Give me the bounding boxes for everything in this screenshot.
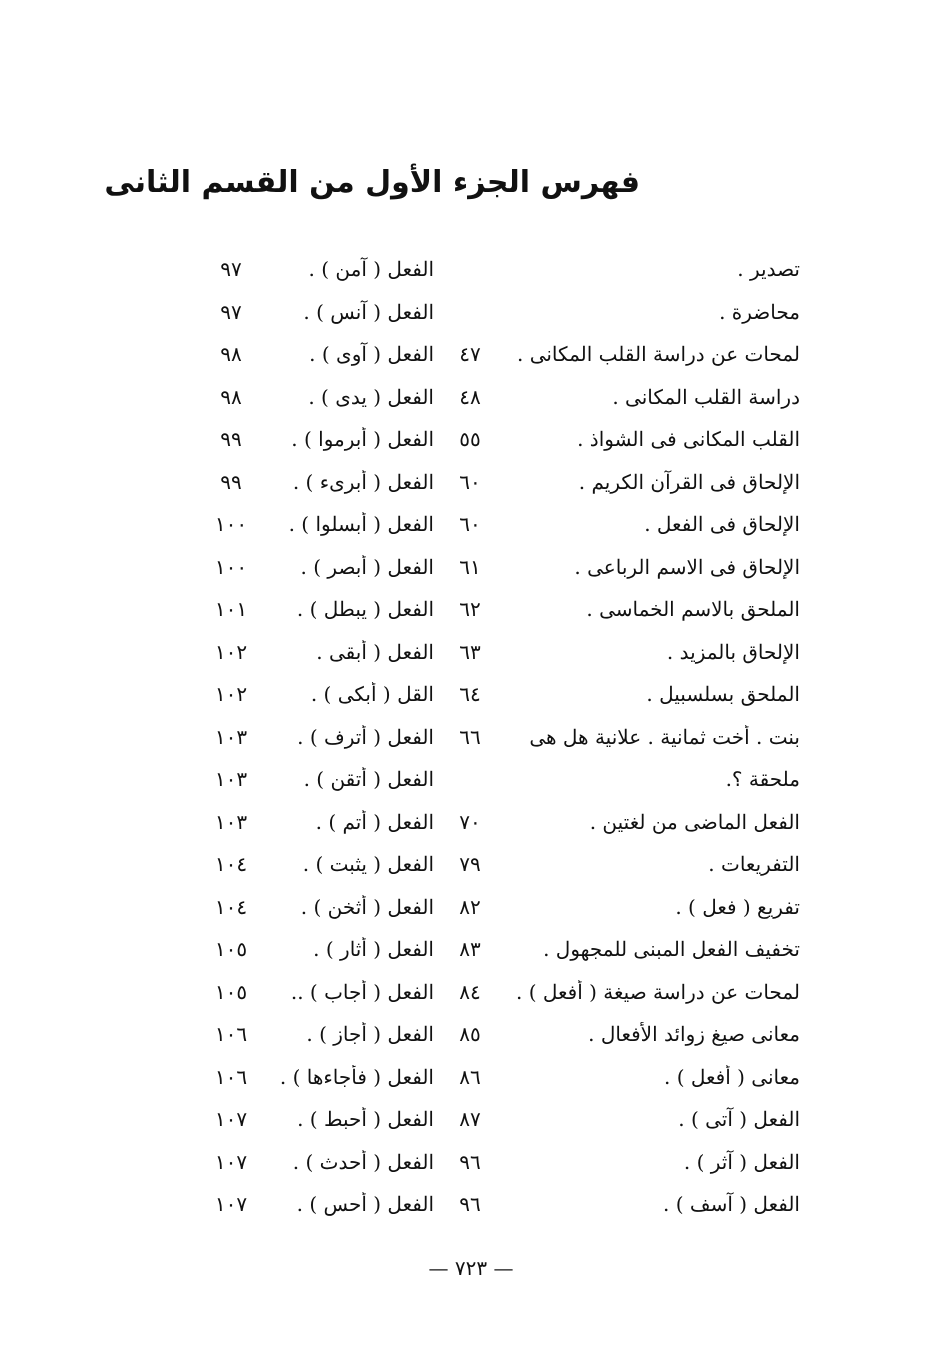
- toc-page-number: ٦٣: [459, 639, 481, 664]
- toc-entry-title: معانى صيغ زوائد الأفعال .: [588, 1022, 800, 1047]
- toc-entry: [200, 1056, 440, 1099]
- toc-entry: [200, 1183, 440, 1226]
- toc-entry-title: الفعل ( أحس ) .: [296, 1192, 434, 1217]
- toc-entry-title: الفعل ( آثر ) .: [683, 1149, 800, 1174]
- toc-entry: [200, 1141, 440, 1184]
- toc-entry: [200, 1013, 440, 1056]
- toc-entry-title: لمحات عن دراسة القلب المكانى .: [516, 342, 800, 367]
- toc-entry: [200, 631, 440, 674]
- toc-entry: [200, 376, 440, 419]
- toc-page-number: ١٠٧: [214, 1107, 248, 1132]
- toc-page-number: ٨٤: [459, 979, 481, 1004]
- toc-page-number: ٩٦: [459, 1192, 481, 1217]
- toc-page-number: ١٠٣: [214, 767, 248, 792]
- toc-entry: [440, 843, 810, 886]
- toc-entry-title: الفعل ( أبرىء ) .: [292, 469, 434, 494]
- toc-page-number: ١٠٣: [214, 724, 248, 749]
- toc-entry-title: الملحق بالاسم الخماسى .: [586, 597, 800, 622]
- toc-entry-title: الفعل ( يبطل ) .: [296, 597, 434, 622]
- toc-entry: [440, 928, 810, 971]
- toc-entry: [200, 716, 440, 759]
- toc-entry-title: الفعل ( أبقى .: [316, 639, 434, 664]
- toc-entry: [440, 716, 810, 759]
- toc-page-number: ٦٢: [459, 597, 481, 622]
- toc-page-number: ٨٥: [459, 1022, 481, 1047]
- toc-entry: [200, 928, 440, 971]
- toc-entry-title: دراسة القلب المكانى .: [612, 384, 800, 409]
- toc-entry-title: الفعل ( أتم ) .: [315, 809, 434, 834]
- toc-entry-title: الفعل ( يثبت ) .: [302, 852, 434, 877]
- toc-entry: [440, 418, 810, 461]
- toc-entry: [200, 461, 440, 504]
- toc-page-number: ٨٦: [459, 1064, 481, 1089]
- toc-entry-title: الفعل ( آمن ) .: [308, 257, 434, 282]
- toc-page-number: ٦٤: [459, 682, 481, 707]
- toc-page-number: ١٠٧: [214, 1149, 248, 1174]
- toc-entry: [200, 503, 440, 546]
- toc-page-number: ١٠٠: [214, 512, 248, 537]
- toc-entry: [440, 1013, 810, 1056]
- toc-page-number: ٩٨: [220, 342, 242, 367]
- toc-entry-title: الإلحاق فى الاسم الرباعى .: [574, 554, 800, 579]
- toc-entry-title: تخفيف الفعل المبنى للمجهول .: [543, 937, 800, 962]
- toc-entry: [200, 1098, 440, 1141]
- toc-entry-title: تفريع ( فعل ) .: [675, 894, 800, 919]
- toc-entry: [440, 1141, 810, 1184]
- toc-column-left: [200, 248, 440, 1226]
- toc-entry: [200, 971, 440, 1014]
- toc-entry-title: الفعل الماضى من لغتين .: [589, 809, 800, 834]
- toc-entry: [440, 631, 810, 674]
- toc-entry-title: القل ( أبكى ) .: [310, 682, 434, 707]
- toc-entry: [440, 376, 810, 419]
- toc-entry-title: تصدير .: [737, 257, 800, 282]
- toc-page-number: ٩٩: [220, 427, 242, 452]
- toc-entry-title: الفعل ( أجاب ) ..: [290, 979, 434, 1004]
- toc-entry-title: التفريعات .: [708, 852, 800, 877]
- toc-entry-title: ملحقة ؟.: [725, 767, 800, 792]
- toc-entry: [440, 801, 810, 844]
- toc-entry: [200, 673, 440, 716]
- toc-page-number: ١٠٤: [214, 852, 248, 877]
- page-title: فهرس الجزء الأول من القسم الثانى: [104, 165, 640, 200]
- toc-entry: [200, 546, 440, 589]
- toc-page-number: ١٠٠: [214, 554, 248, 579]
- toc-entry-title: الإلحاق فى القرآن الكريم .: [578, 469, 800, 494]
- toc-entry-title: الفعل ( أحدث ) .: [292, 1149, 434, 1174]
- toc-page-number: ١٠٤: [214, 894, 248, 919]
- toc-entry: [440, 503, 810, 546]
- toc-entry: [200, 248, 440, 291]
- toc-page-number: ٦٦: [459, 724, 481, 749]
- toc-page-number: ١٠٢: [214, 639, 248, 664]
- toc-page-number: ٦٠: [459, 512, 481, 537]
- toc-page-number: ٦١: [459, 554, 481, 579]
- toc-entry: [200, 291, 440, 334]
- toc-entry-title: بنت . أخت ثمانية . علانية هل هى: [529, 724, 800, 749]
- toc-entry: [440, 333, 810, 376]
- toc-page-number: ٧٠: [459, 809, 481, 834]
- toc-entry: [200, 588, 440, 631]
- toc-entry: [440, 886, 810, 929]
- toc-page-number: ١٠٢: [214, 682, 248, 707]
- toc-page-number: ١٠١: [214, 597, 248, 622]
- toc-entry-title: الفعل ( أثار ) .: [313, 937, 434, 962]
- toc-entry-title: الفعل ( يدى ) .: [308, 384, 434, 409]
- toc-entry-title: الفعل ( أجاز ) .: [306, 1022, 434, 1047]
- toc-page-number: ٨٧: [459, 1107, 481, 1132]
- toc-entry-title: الفعل ( فأجاءها ) .: [279, 1064, 434, 1089]
- toc-entry: [440, 1183, 810, 1226]
- toc-entry: [440, 291, 810, 334]
- toc-page-number: ١٠٧: [214, 1192, 248, 1217]
- toc-page-number: ٥٥: [459, 427, 481, 452]
- toc-page-number: ٧٩: [459, 852, 481, 877]
- toc-entry-title: الإلحاق فى الفعل .: [644, 512, 800, 537]
- toc-entry: [440, 546, 810, 589]
- toc-entry: [440, 758, 810, 801]
- toc-entry-title: الفعل ( أثخن ) .: [300, 894, 434, 919]
- toc-entry-title: الفعل ( أترف ) .: [297, 724, 434, 749]
- toc-entry-title: الفعل ( آتى ) .: [678, 1107, 800, 1132]
- toc-entry: [440, 1098, 810, 1141]
- toc-page-number: ٩٩: [220, 469, 242, 494]
- toc-entry-title: الفعل ( أحبط ) .: [297, 1107, 434, 1132]
- toc-entry: [440, 1056, 810, 1099]
- page-number: — ٧٢٣ —: [428, 1256, 514, 1280]
- toc-page-number: ٦٠: [459, 469, 481, 494]
- toc-entry-title: الفعل ( أبسلوا ) .: [288, 512, 434, 537]
- toc-entry: [440, 248, 810, 291]
- toc-page-number: ٨٣: [459, 937, 481, 962]
- toc-page-number: ١٠٦: [214, 1022, 248, 1047]
- toc-entry: [200, 886, 440, 929]
- toc-entry: [440, 971, 810, 1014]
- toc-entry: [440, 588, 810, 631]
- toc-entry: [200, 801, 440, 844]
- toc-page-number: ٩٨: [220, 384, 242, 409]
- toc-entry-title: معانى ( أفعل ) .: [664, 1064, 800, 1089]
- toc-entry-title: الفعل ( آسف ) .: [663, 1192, 800, 1217]
- toc-column-right: [440, 248, 810, 1226]
- toc-entry-title: لمحات عن دراسة صيغة ( أفعل ) .: [515, 979, 800, 1004]
- toc-page-number: ٩٧: [220, 299, 242, 324]
- toc-entry: [200, 333, 440, 376]
- toc-page-number: ٤٧: [459, 342, 481, 367]
- toc-page-number: ٩٦: [459, 1149, 481, 1174]
- toc-entry-title: الفعل ( أتقن ) .: [303, 767, 434, 792]
- toc-entry: [440, 461, 810, 504]
- toc-entry-title: محاضرة .: [719, 299, 800, 324]
- toc-entry-title: الفعل ( أبصر ) .: [300, 554, 434, 579]
- toc-page-number: ٩٧: [220, 257, 242, 282]
- toc-entry-title: الفعل ( آوى ) .: [309, 342, 434, 367]
- toc-entry-title: الإلحاق بالمزيد .: [666, 639, 800, 664]
- toc-entry-title: الملحق بسلسبيل .: [646, 682, 800, 707]
- toc-page-number: ٤٨: [459, 384, 481, 409]
- toc-page-number: ١٠٥: [214, 937, 248, 962]
- toc-entry: [440, 673, 810, 716]
- toc-page-number: ١٠٦: [214, 1064, 248, 1089]
- toc-page-number: ١٠٥: [214, 979, 248, 1004]
- toc-entry: [200, 843, 440, 886]
- toc-entry: [200, 758, 440, 801]
- toc-page-number: ١٠٣: [214, 809, 248, 834]
- toc-page-number: ٨٢: [459, 894, 481, 919]
- toc-entry-title: الفعل ( أبرموا ) .: [291, 427, 434, 452]
- toc-entry-title: القلب المكانى فى الشواذ .: [577, 427, 800, 452]
- toc-entry: [200, 418, 440, 461]
- toc-entry-title: الفعل ( آنس ) .: [303, 299, 434, 324]
